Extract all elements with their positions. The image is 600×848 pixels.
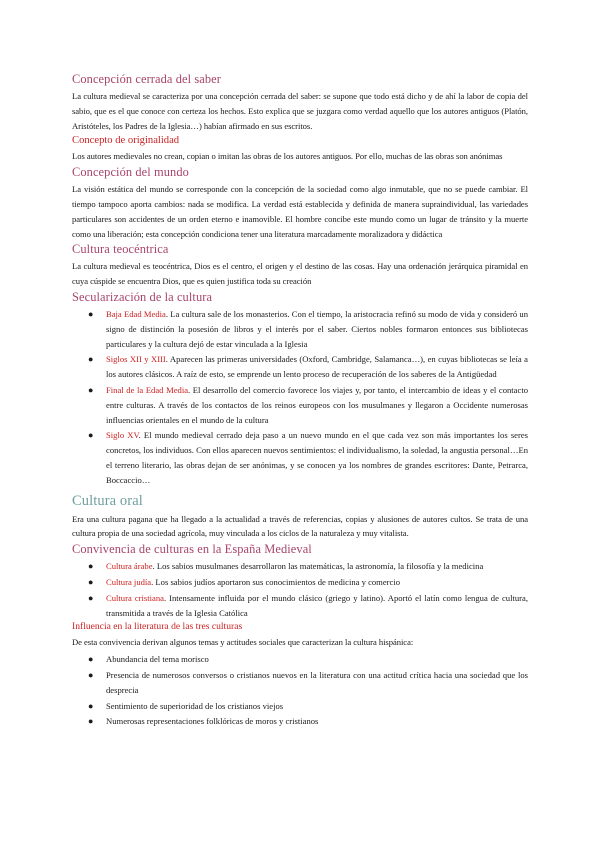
bullet-icon: ● [88, 700, 94, 711]
list-influencia [72, 652, 528, 729]
list-secularizacion [72, 307, 528, 488]
list-item-term: Final de la Edad Media [106, 384, 189, 395]
list-item-text: . Los sabios judíos aportaron sus conocimientos de medicina y comercio [151, 576, 401, 587]
list-item-term: Siglo XV [106, 430, 139, 441]
list-item-term: Siglos XII y XIII [106, 354, 166, 365]
list-item [72, 575, 528, 590]
paragraph-cultura-oral: Era una cultura pagana que ha llegado a la actualidad a través de referencias, copias y alusiones de autores cultos. Se trata de una cultura propia de una sociedad agrícola, muy vinculada a los ciclos de la naturaleza y muy vitalista. [72, 513, 528, 539]
paragraph-originalidad: Los autores medievales no crean, copian o imitan las obras de los autores antiguos. Por ello, muchas de las obras son anónimas [72, 151, 503, 162]
list-item-term: Baja Edad Media [106, 308, 166, 319]
list-item [72, 652, 528, 667]
bullet-icon: ● [88, 669, 94, 680]
document-body [72, 72, 528, 730]
heading-cultura-oral: Cultura oral [72, 492, 143, 509]
paragraph-influencia: De esta convivencia derivan algunos temas y actitudes sociales que caracterizan la cultura hispánica: [72, 637, 414, 648]
list-item [72, 383, 528, 427]
list-item [72, 714, 528, 729]
list-item-text: . Los sabios musulmanes desarrollaron las matemáticas, la astronomía, la filosofía y la medicina [152, 561, 484, 572]
bullet-icon: ● [88, 308, 94, 319]
heading-concepcion-mundo: Concepción del mundo [72, 165, 189, 180]
heading-originalidad: Concepto de originalidad [72, 135, 180, 147]
paragraph-concepcion-cerrada: La cultura medieval se caracteriza por una concepción cerrada del saber: se supone que todo está dicho y de ahí la labor de copia del sabio, que es el que conoce con certeza los hechos. Esto explica que se juzgara como verdad aquello que los autores antiguos (Platón, Aristóteles, los Padres de la Iglesia…) habían afirmado en sus escritos. [72, 91, 528, 131]
heading-cultura-teocentrica: Cultura teocéntrica [72, 242, 169, 257]
list-convivencia [72, 559, 528, 620]
list-item-term: Cultura judía [106, 576, 152, 587]
list-item [72, 559, 528, 574]
bullet-icon: ● [88, 561, 94, 572]
list-item-text: . Aparecen las primeras universidades (Oxford, Cambridge, Salamanca…), en cuyas bibliotecas se leía a los autores clásicos. A raíz de esto, se emprende un lento proceso de recuperación de los saberes de la Antigüedad [106, 354, 528, 380]
list-item [72, 307, 528, 351]
heading-convivencia: Convivencia de culturas en la España Medieval [72, 542, 312, 557]
list-item-term: Cultura cristiana [106, 592, 164, 603]
list-item-text: Sentimiento de superioridad de los cristianos viejos [106, 700, 284, 711]
paragraph-cultura-teocentrica: La cultura medieval es teocéntrica, Dios es el centro, el origen y el destino de las cosas. Hay una ordenación jerárquica piramidal en cuya cúspide se encuentra Dios, que es quien justifica toda su creación [72, 261, 528, 287]
bullet-icon: ● [88, 654, 94, 665]
bullet-icon: ● [88, 384, 94, 395]
list-item [72, 668, 528, 698]
bullet-icon: ● [88, 716, 94, 727]
list-item [72, 699, 528, 714]
list-item [72, 352, 528, 382]
list-item-text: . El mundo medieval cerrado deja paso a un nuevo mundo en el que cada vez son más importantes los seres concretos, los individuos. Con ellos aparecen nuevos sentimientos: el individualismo, la soledad, la angustia personal…En el terreno literario, las obras dejan de ser anónimas, y se conocen ya los nombres de grandes escritores: Dante, Petrarca, Boccaccio… [106, 430, 528, 485]
list-item-text: Presencia de numerosos conversos o cristianos nuevos en la literatura con una actitud crítica hacia una sociedad que los desprecia [106, 669, 528, 695]
list-item-text: Numerosas representaciones folklóricas de moros y cristianos [106, 716, 319, 727]
heading-influencia: Influencia en la literatura de las tres culturas [72, 621, 243, 633]
bullet-icon: ● [88, 576, 94, 587]
heading-secularizacion: Secularización de la cultura [72, 289, 213, 304]
list-item-term: Cultura árabe [106, 561, 153, 572]
paragraph-concepcion-mundo: La visión estática del mundo se corresponde con la concepción de la sociedad como algo inmutable, que no se puede cambiar. El tiempo tampoco aporta cambios: nada se modifica. La verdad está establecida y definida de manera supraindividual, las variedades particulares son accidentes de un orden eterno e inamovible. El hombre concibe este mundo como un lugar de tránsito y la muerte como una liberación; esta concepción condiciona tener una literatura marcadamente moralizadora y didáctica [72, 184, 528, 239]
bullet-icon: ● [88, 592, 94, 603]
bullet-icon: ● [88, 430, 94, 441]
list-item [72, 591, 528, 621]
list-item-text: Abundancia del tema morisco [106, 654, 209, 665]
list-item-text: . El desarrollo del comercio favorece los viajes y, por tanto, el intercambio de ideas y el contacto entre culturas. A través de los contactos de los reinos europeos con los musulmanes y llegaron a Occidente numerosas influencias orientales en el mundo de la cultura [106, 384, 528, 425]
list-item-text: . Intensamente influida por el mundo clásico (griego y latino). Aportó el latín como lengua de cultura, transmitida a través de la Iglesia Católica [106, 592, 528, 618]
list-item [72, 428, 528, 487]
list-item-text: . La cultura sale de los monasterios. Con el tiempo, la aristocracia refinó su modo de vida y consideró un signo de distinción la posesión de libros y el interés por el saber. Ciertos nobles formaron entonces sus bibliotecas particulares y la cultura dejó de estar vinculada a la Iglesia [106, 308, 528, 349]
bullet-icon: ● [88, 354, 94, 365]
heading-concepcion-cerrada: Concepción cerrada del saber [72, 72, 222, 86]
